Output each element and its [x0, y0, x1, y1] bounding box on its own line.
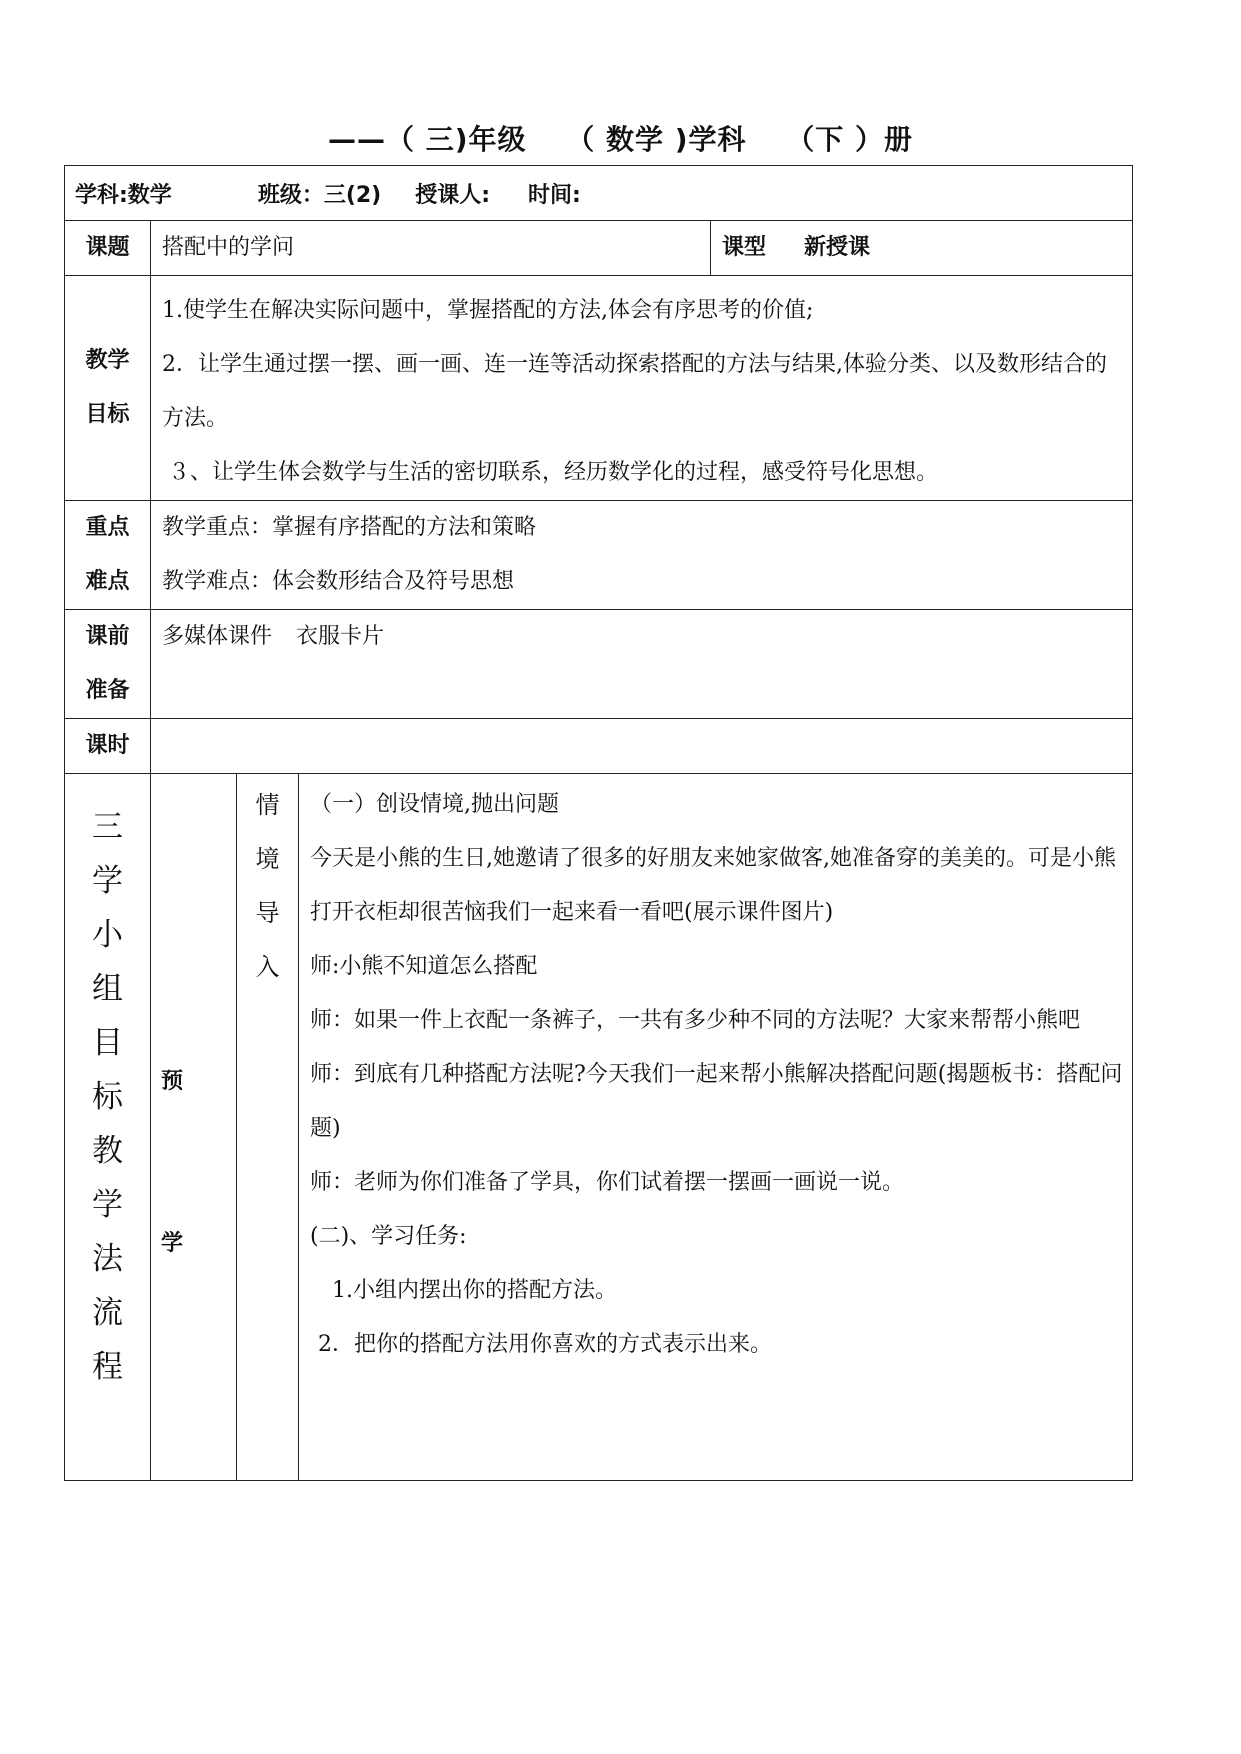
prep-item: 多媒体课件 [162, 624, 273, 649]
lesson-plan-table [64, 165, 1133, 1481]
key-points-row [65, 501, 1133, 610]
process-line: 师:小熊不知道怎么搭配 [310, 954, 538, 979]
goal-item: 1.使学生在解决实际问题中，掌握搭配的方法,体会有序思考的价值; [162, 298, 814, 323]
type-label: 课型 [722, 235, 767, 260]
period-value [151, 719, 1133, 774]
difficult-point: 教学难点：体会数形结合及符号思想 [162, 569, 515, 594]
key-label-2: 难点 [85, 569, 130, 594]
method-label: 三 学 小 组 目 标 教 学 法 流 程 [65, 774, 151, 1481]
class-field: 班级：三(2) [257, 182, 382, 208]
stage-label: 预 [161, 1069, 184, 1094]
task-item: 2．把你的搭配方法用你喜欢的方式表示出来。 [318, 1332, 772, 1357]
topic-value: 搭配中的学问 [151, 221, 711, 276]
type-value: 新授课 [804, 235, 871, 260]
goal-item: ３、让学生体会数学与生活的密切联系，经历数学化的过程，感受符号化思想。 [168, 460, 939, 485]
stage-label: 学 [161, 1231, 184, 1256]
process-line: 师：如果一件上衣配一条裤子，一共有多少种不同的方法呢？大家来帮帮小熊吧 [310, 1008, 1081, 1033]
key-point: 教学重点：掌握有序搭配的方法和策略 [162, 515, 537, 540]
key-label-1: 重点 [85, 515, 130, 540]
process-line: 师：老师为你们准备了学具，你们试着摆一摆画一画说一说。 [310, 1170, 905, 1195]
header-row [65, 166, 1133, 221]
topic-row [65, 221, 1133, 276]
task-item: 1.小组内摆出你的搭配方法。 [332, 1278, 617, 1303]
page-title: ——（ 三)年级 （ 数学 )学科 （下 ）册 [327, 123, 914, 156]
process-line: （一）创设情境,抛出问题 [310, 792, 559, 817]
section-label: 情 境 导 入 [237, 774, 299, 1481]
goals-row [65, 276, 1133, 501]
period-row [65, 719, 1133, 774]
preparation-row [65, 610, 1133, 719]
goals-label-2: 目标 [85, 402, 130, 427]
topic-label: 课题 [65, 221, 151, 276]
teacher-field: 授课人: [415, 182, 491, 208]
prep-label-2: 准备 [85, 678, 130, 703]
prep-item: 衣服卡片 [296, 624, 385, 649]
stage-column [151, 774, 237, 1481]
goals-label-1: 教学 [85, 348, 130, 373]
goal-item: 2．让学生通过摆一摆、画一画、连一连等活动探索搭配的方法与结果,体验分类、以及数形结合的方法。 [162, 352, 1107, 431]
period-label: 课时 [65, 719, 151, 774]
process-content [299, 774, 1133, 1481]
time-field: 时间: [528, 182, 581, 208]
process-line: 今天是小熊的生日,她邀请了很多的好朋友来她家做客,她准备穿的美美的。可是小熊打开衣柜却很苦恼我们一起来看一看吧(展示课件图片) [310, 846, 1116, 925]
process-line: (二)、学习任务: [310, 1224, 467, 1249]
prep-label-1: 课前 [85, 624, 130, 649]
subject-field: 学科:数学 [75, 182, 172, 208]
process-row [65, 774, 1133, 1481]
process-line: 师：到底有几种搭配方法呢?今天我们一起来帮小熊解决搭配问题(揭题板书：搭配问题) [310, 1062, 1123, 1141]
